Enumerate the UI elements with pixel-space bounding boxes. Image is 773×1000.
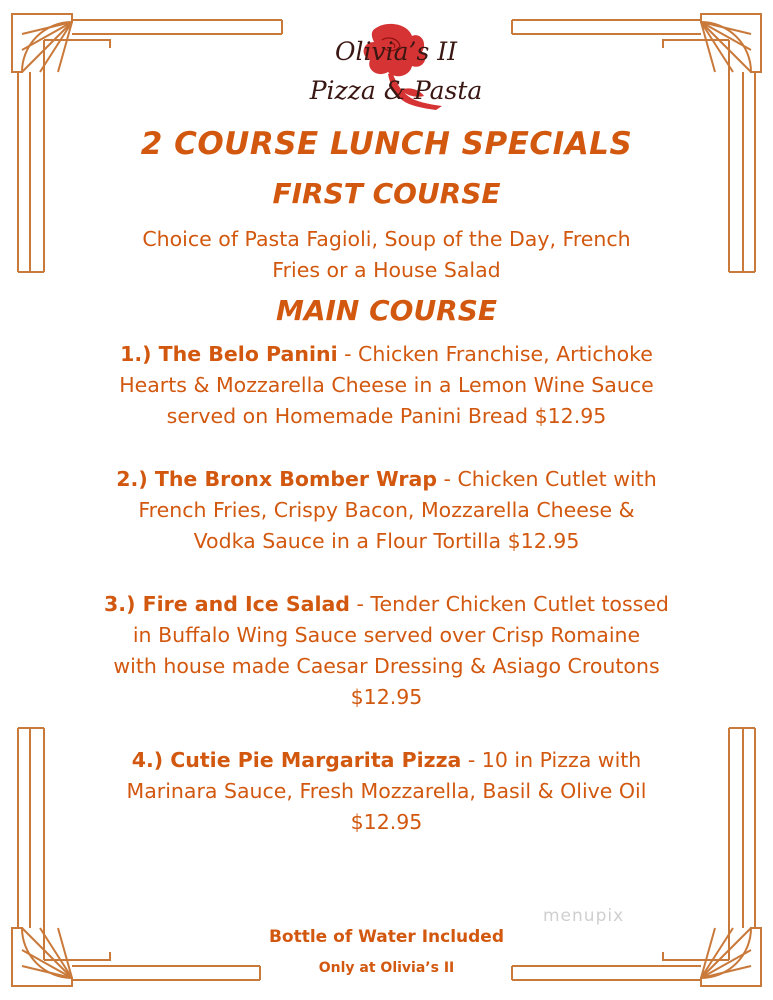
menu-item-text: Tender Chicken Cutlet tossed xyxy=(370,592,669,616)
corner-fan-top-left xyxy=(12,14,72,72)
menu-item-name: 1.) The Belo Panini xyxy=(120,342,338,366)
restaurant-logo xyxy=(296,22,496,112)
menu-title: 2 COURSE LUNCH SPECIALS xyxy=(140,126,633,162)
menu-item-separator: - xyxy=(437,467,458,491)
menu-item-separator: - xyxy=(349,592,371,616)
menu-item-price: $12.95 xyxy=(350,810,423,834)
menu-item-text: with house made Caesar Dressing & Asiago Croutons xyxy=(113,654,660,678)
menu-item-text: in Buffalo Wing Sauce served over Crisp Romaine xyxy=(132,623,641,647)
menu-item-text: Marinara Sauce, Fresh Mozzarella, Basil & Olive Oil xyxy=(126,779,647,803)
menu-item-text: 10 in Pizza with xyxy=(481,748,642,772)
first-course-line-2: Fries or a House Salad xyxy=(272,258,501,282)
menu-item xyxy=(60,745,713,838)
first-course-heading: FIRST COURSE xyxy=(272,177,501,210)
menu-item-text: Chicken Franchise, Artichoke xyxy=(358,342,653,366)
menu-item-name: 3.) Fire and Ice Salad xyxy=(104,592,350,616)
footer-note-water: Bottle of Water Included xyxy=(268,927,505,947)
footer-note-location: Only at Olivia’s II xyxy=(318,960,455,976)
menu-item-text: French Fries, Crispy Bacon, Mozzarella Cheese & xyxy=(138,498,635,522)
menu-item-text: Chicken Cutlet with xyxy=(457,467,657,491)
menu-item-separator: - xyxy=(337,342,359,366)
menu-item-price: $12.95 xyxy=(350,685,423,709)
first-course-description xyxy=(60,224,713,286)
menu-item-text: Vodka Sauce in a Flour Tortilla $12.95 xyxy=(193,529,580,553)
menu-item xyxy=(60,589,713,713)
main-course-heading: MAIN COURSE xyxy=(275,294,498,327)
logo-name: Olivia’s II xyxy=(335,37,457,66)
menu-item xyxy=(60,464,713,557)
menu-item-text: served on Homemade Panini Bread $12.95 xyxy=(166,404,607,428)
logo-tagline: Pizza & Pasta xyxy=(309,76,483,105)
first-course-line-1: Choice of Pasta Fagioli, Soup of the Day, French xyxy=(142,227,631,251)
menu-item-text: Hearts & Mozzarella Cheese in a Lemon Wine Sauce xyxy=(119,373,654,397)
menu-item-name: 4.) Cutie Pie Margarita Pizza xyxy=(131,748,462,772)
menu-item-separator: - xyxy=(461,748,482,772)
menu-item-name: 2.) The Bronx Bomber Wrap xyxy=(116,467,438,491)
corner-fan-top-right xyxy=(701,14,761,72)
watermark: menupix xyxy=(543,906,625,926)
menu-item xyxy=(60,339,713,432)
